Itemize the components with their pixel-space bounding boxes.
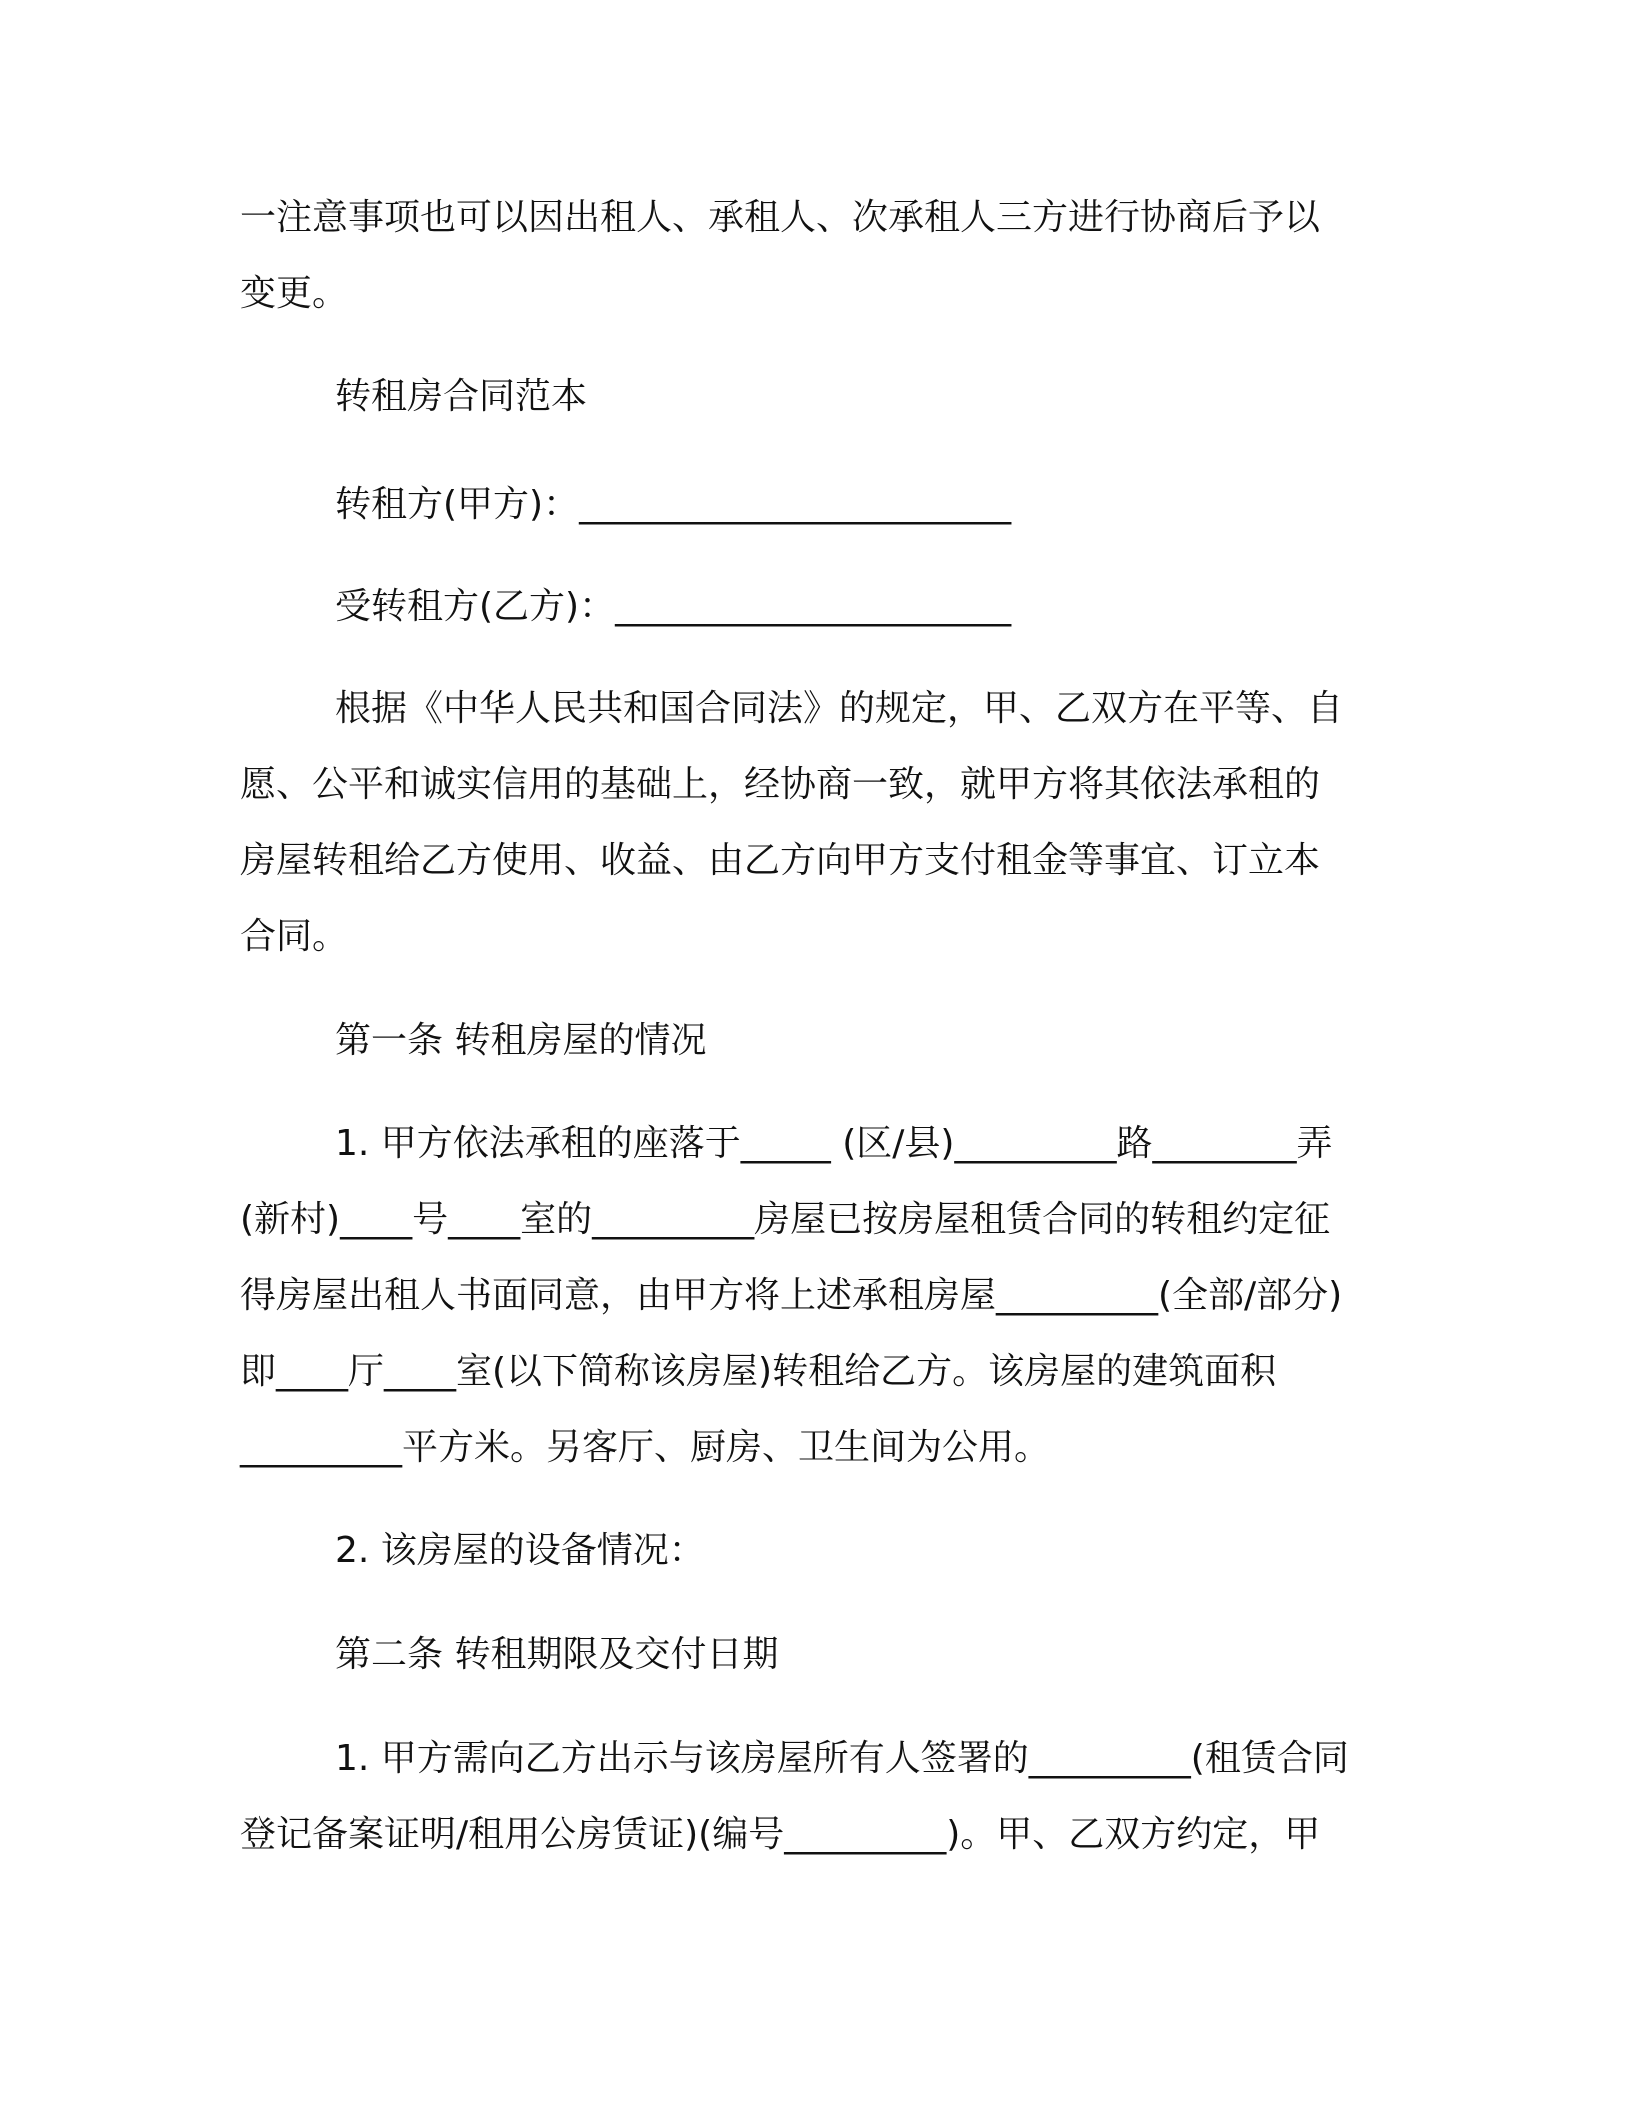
- preamble-line-2: 愿、公平和诚实信用的基础上，经协商一致，就甲方将其依法承租的: [240, 764, 1321, 805]
- article-1-clause-1-line-1: 1. 甲方依法承租的座落于_____ (区/县)_________路________弄: [335, 1123, 1333, 1164]
- article-1-clause-1-line-2: (新村)____号____室的_________房屋已按房屋租赁合同的转租约定征: [240, 1199, 1331, 1240]
- article-1-clause-1-line-5: _________平方米。另客厅、厨房、卫生间为公用。: [240, 1427, 1051, 1468]
- article-1-heading: 第一条 转租房屋的情况: [335, 1020, 707, 1061]
- article-1-clause-2: 2. 该房屋的设备情况：: [335, 1530, 705, 1571]
- article-1-clause-1-line-4: 即____厅____室(以下简称该房屋)转租给乙方。该房屋的建筑面积: [240, 1351, 1277, 1392]
- article-2-clause-1-line-2: 登记备案证明/租用公房赁证)(编号_________)。甲、乙双方约定，甲: [240, 1814, 1321, 1855]
- party-a-field: 转租方(甲方)：________________________: [335, 484, 1012, 525]
- document-title: 转租房合同范本: [335, 376, 588, 417]
- preamble-line-1: 根据《中华人民共和国合同法》的规定，甲、乙双方在平等、自: [335, 688, 1344, 729]
- paragraph-intro-line-1: 一注意事项也可以因出租人、承租人、次承租人三方进行协商后予以: [240, 197, 1321, 238]
- paragraph-intro-line-2: 变更。: [240, 273, 349, 314]
- preamble-line-4: 合同。: [240, 916, 349, 957]
- article-1-clause-1-line-3: 得房屋出租人书面同意，由甲方将上述承租房屋_________(全部/部分): [240, 1275, 1343, 1316]
- article-2-heading: 第二条 转租期限及交付日期: [335, 1634, 779, 1675]
- party-b-field: 受转租方(乙方)：______________________: [335, 586, 1012, 627]
- preamble-line-3: 房屋转租给乙方使用、收益、由乙方向甲方支付租金等事宜、订立本: [240, 840, 1321, 881]
- article-2-clause-1-line-1: 1. 甲方需向乙方出示与该房屋所有人签署的_________(租赁合同: [335, 1738, 1349, 1779]
